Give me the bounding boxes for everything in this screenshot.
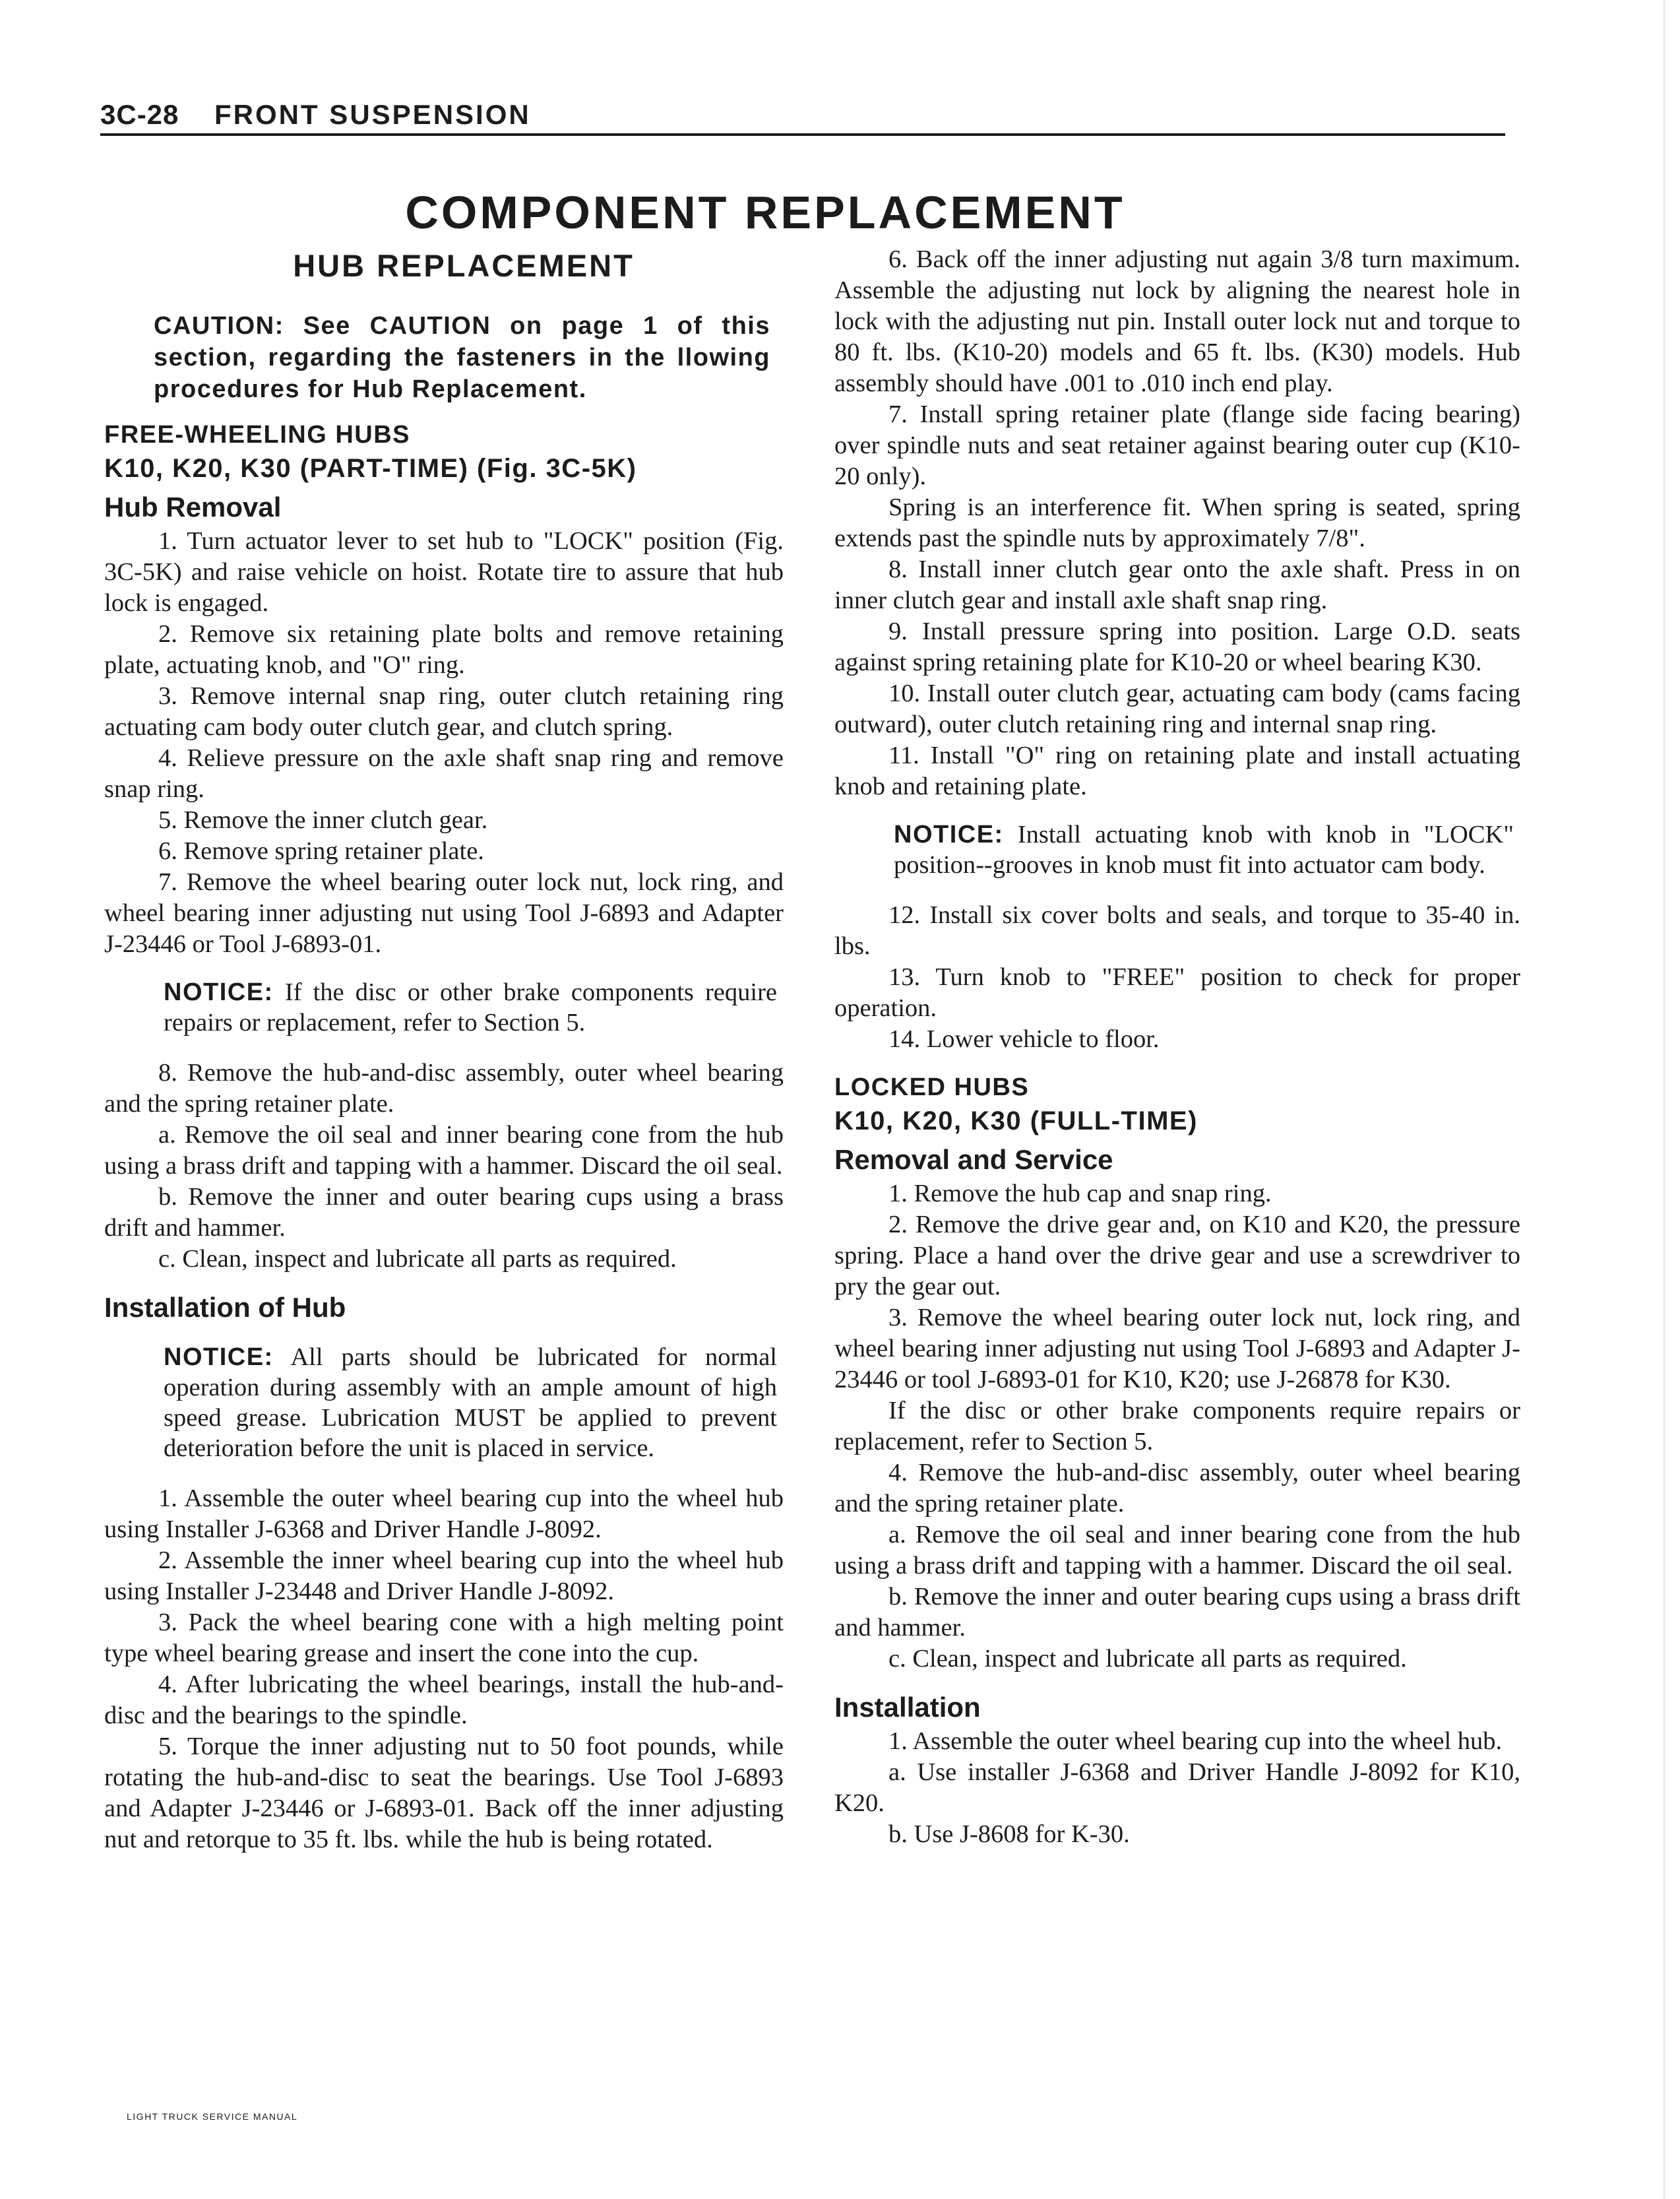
running-header: [100, 99, 1505, 139]
install-step-3: 3. Pack the wheel bearing cone with a high melting point type wheel bearing grease and insert the cone into the cup.: [104, 1609, 784, 1667]
install-step-9: 9. Install pressure spring into position. Large O.D. seats against spring retaining plate for K10-20 or wheel bearing K30.: [834, 618, 1520, 676]
right-column: [834, 244, 1520, 1850]
removal-step-1: 1. Turn actuator lever to set hub to "LOCK" position (Fig. 3C-5K) and raise vehicle on hoist. Rotate tire to assure that hub lock is engaged.: [104, 527, 784, 617]
notice-text: Install actuating knob with knob in "LOCK" position--grooves in knob must fit into actuator cam body.: [894, 821, 1514, 879]
caution-note: CAUTION: See CAUTION on page 1 of this section, regarding the fasteners in the llowing procedures for Hub Replacement.: [154, 312, 770, 403]
notice-label: NOTICE:: [894, 821, 1004, 848]
removal-step-5: 5. Remove the inner clutch gear.: [158, 806, 488, 834]
footer-manual-title: LIGHT TRUCK SERVICE MANUAL: [127, 2111, 298, 2122]
removal-step-7: 7. Remove the wheel bearing outer lock nut, lock ring, and wheel bearing inner adjusting nut using Tool J-6893 and Adapter J-23446 or Tool J-6893-01.: [104, 868, 784, 958]
removal-step-8a: a. Remove the oil seal and inner bearing cone from the hub using a brass drift and tapping with a hammer. Discard the oil seal.: [104, 1121, 784, 1180]
install-step-7: 7. Install spring retainer plate (flange side facing bearing) over spindle nuts and seat retainer against bearing outer cup (K10-20 only).: [834, 400, 1520, 490]
notice-label: NOTICE:: [164, 978, 274, 1006]
service-step-4: 4. Remove the hub-and-disc assembly, outer wheel bearing and the spring retainer plate.: [834, 1459, 1520, 1517]
page-number: 3C-28: [100, 99, 179, 130]
removal-step-8: 8. Remove the hub-and-disc assembly, outer wheel bearing and the spring retainer plate.: [104, 1059, 784, 1118]
install-step-4: 4. After lubricating the wheel bearings, install the hub-and-disc and the bearings to the spindle.: [104, 1671, 784, 1729]
spring-fit-note: Spring is an interference fit. When spring is seated, spring extends past the spindle nuts by approximately 7/8".: [834, 494, 1520, 552]
header-rule: [100, 133, 1505, 136]
hub-removal-heading: Hub Removal: [104, 492, 282, 523]
lubrication-notice: [164, 1342, 777, 1463]
install-step-14: 14. Lower vehicle to floor.: [888, 1025, 1160, 1053]
service-step-4c: c. Clean, inspect and lubricate all parts as required.: [888, 1645, 1407, 1673]
removal-step-6: 6. Remove spring retainer plate.: [158, 837, 484, 865]
free-wheeling-hubs-heading: FREE-WHEELING HUBS: [104, 421, 410, 449]
final-install-step-1a: a. Use installer J-6368 and Driver Handle J-8092 for K10, K20.: [834, 1758, 1520, 1817]
install-step-11: 11. Install "O" ring on retaining plate and install actuating knob and retaining plate.: [834, 742, 1520, 800]
left-column: [104, 247, 784, 1855]
removal-step-3: 3. Remove internal snap ring, outer clutch retaining ring actuating cam body outer clutch gear, and clutch spring.: [104, 682, 784, 741]
install-step-8: 8. Install inner clutch gear onto the axle shaft. Press in on inner clutch gear and install axle shaft snap ring.: [834, 556, 1520, 614]
full-time-models-heading: K10, K20, K30 (FULL-TIME): [834, 1106, 1198, 1135]
final-install-step-1: 1. Assemble the outer wheel bearing cup into the wheel hub.: [888, 1727, 1503, 1755]
page-edge-mark: [1664, 0, 1665, 2199]
final-install-step-1b: b. Use J-8608 for K-30.: [888, 1820, 1130, 1848]
removal-and-service-heading: Removal and Service: [834, 1144, 1113, 1175]
install-step-6: 6. Back off the inner adjusting nut again 3/8 turn maximum. Assemble the adjusting nut lock by aligning the nearest hole in lock with the adjusting nut pin. Install outer lock nut and torque to 80 ft. lbs. (K10-20) models and 65 ft. lbs. (K30) models. Hub assembly should have .001 to .010 inch end play.: [834, 245, 1520, 397]
removal-step-8b: b. Remove the inner and outer bearing cups using a brass drift and hammer.: [104, 1183, 784, 1242]
removal-step-8c: c. Clean, inspect and lubricate all parts as required.: [158, 1245, 677, 1273]
part-time-models-heading: K10, K20, K30 (PART-TIME) (Fig. 3C-5K): [104, 454, 637, 483]
installation-of-hub-heading: Installation of Hub: [104, 1292, 346, 1323]
brake-notice: [164, 977, 777, 1038]
notice-label: NOTICE:: [164, 1343, 274, 1371]
install-step-5: 5. Torque the inner adjusting nut to 50 foot pounds, while rotating the hub-and-disc to seat the bearings. Use Tool J-6893 and Adapter J-23446 or J-6893-01. Back off the inner adjusting nut and retorque to 35 ft. lbs. while the hub is being rotated.: [104, 1733, 784, 1853]
removal-step-4: 4. Relieve pressure on the axle shaft snap ring and remove snap ring.: [104, 744, 784, 803]
installation-heading: Installation: [834, 1692, 981, 1723]
locked-hubs-heading: LOCKED HUBS: [834, 1073, 1030, 1101]
knob-notice: [894, 819, 1514, 880]
brake-reference-note: If the disc or other brake components require repairs or replacement, refer to Section 5.: [834, 1397, 1520, 1455]
page-title: COMPONENT REPLACEMENT: [405, 187, 1125, 238]
install-step-2: 2. Assemble the inner wheel bearing cup into the wheel hub using Installer J-23448 and Driver Handle J-8092.: [104, 1546, 784, 1605]
notice-text: All parts should be lubricated for normal operation during assembly with an ample amount of high speed grease. Lubrication MUST be applied to prevent deterioration before the unit is placed in service.: [164, 1343, 777, 1462]
install-step-12: 12. Install six cover bolts and seals, and torque to 35-40 in. lbs.: [834, 901, 1520, 960]
service-step-3: 3. Remove the wheel bearing outer lock nut, lock ring, and wheel bearing inner adjusting nut using Tool J-6893 and Adapter J-23446 or tool J-6893-01 for K10, K20; use J-26878 for K30.: [834, 1304, 1520, 1393]
install-step-10: 10. Install outer clutch gear, actuating cam body (cams facing outward), outer clutch retaining ring and internal snap ring.: [834, 680, 1520, 738]
notice-text: If the disc or other brake components require repairs or replacement, refer to Section 5.: [164, 978, 777, 1036]
service-step-2: 2. Remove the drive gear and, on K10 and K20, the pressure spring. Place a hand over the drive gear and use a screwdriver to pry the gear out.: [834, 1211, 1520, 1300]
section-title: FRONT SUSPENSION: [214, 99, 531, 130]
install-step-13: 13. Turn knob to "FREE" position to check for proper operation.: [834, 963, 1520, 1022]
service-step-4a: a. Remove the oil seal and inner bearing cone from the hub using a brass drift and tapping with a hammer. Discard the oil seal.: [834, 1521, 1520, 1579]
install-step-1: 1. Assemble the outer wheel bearing cup into the wheel hub using Installer J-6368 and Driver Handle J-8092.: [104, 1484, 784, 1543]
service-step-4b: b. Remove the inner and outer bearing cups using a brass drift and hammer.: [834, 1583, 1520, 1641]
hub-replacement-heading: HUB REPLACEMENT: [293, 248, 635, 283]
removal-step-2: 2. Remove six retaining plate bolts and remove retaining plate, actuating knob, and "O" ring.: [104, 620, 784, 679]
service-step-1: 1. Remove the hub cap and snap ring.: [888, 1180, 1272, 1207]
